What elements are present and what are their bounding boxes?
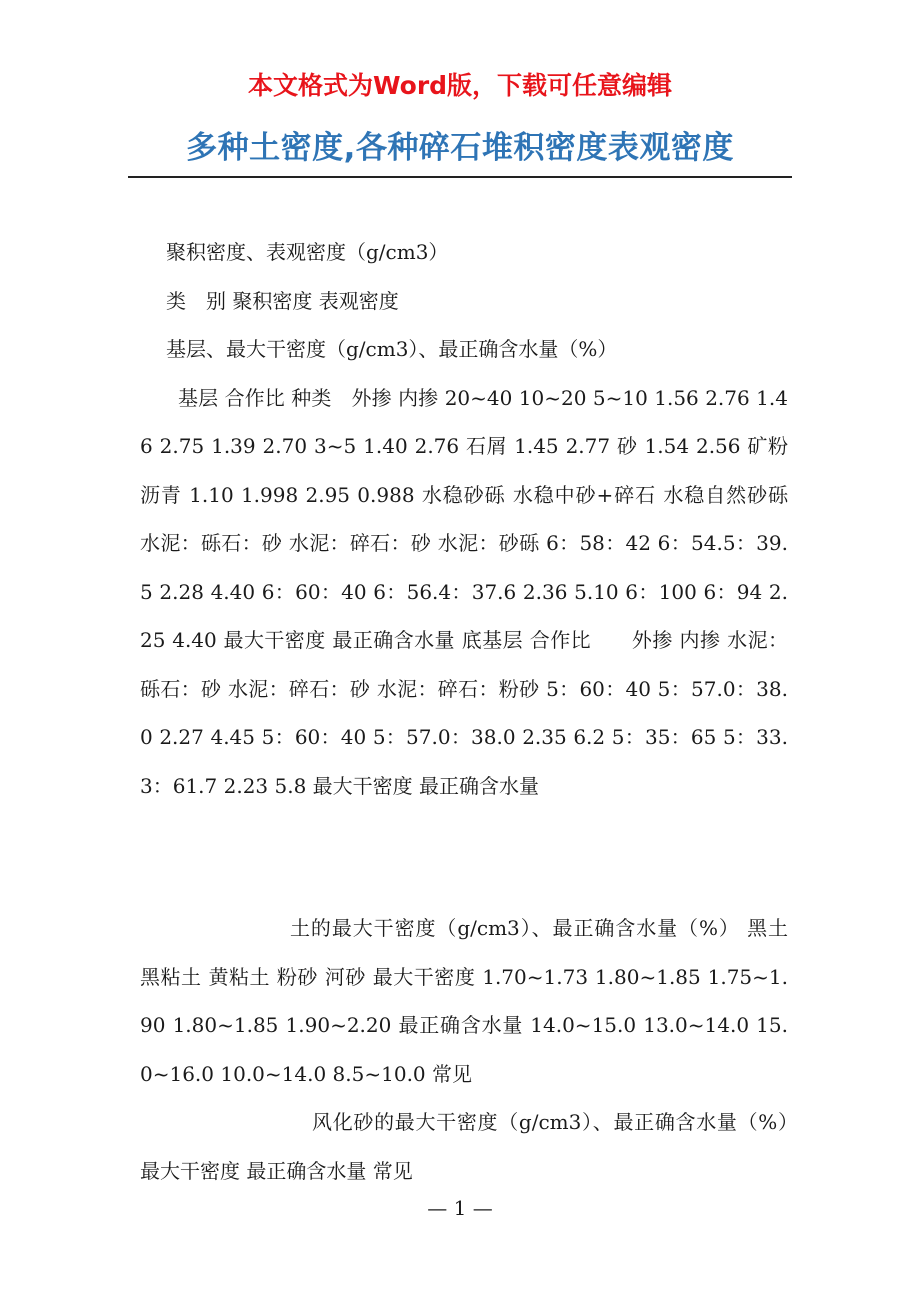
paragraph: 风化砂的最大干密度（g/cm3）、最正确含水量（%） 最大干密度 最正确含水量 常见 xyxy=(140,1110,808,1183)
paragraph: 类 别 聚积密度 表观密度 xyxy=(166,288,399,313)
paragraph: 聚积密度、表观密度（g/cm3） xyxy=(166,240,449,264)
paragraph: 基层、最大干密度（g/cm3）、最正确含水量（%） xyxy=(166,337,618,361)
paragraph: 基层 合作比 种类 外掺 内掺 20~40 10~20 5~10 1.56 2.76 1.46 2.75 1.39 2.70 3~5 1.40 2.76 石屑 1.45 2.77 砂 1.54 2.56 矿粉 沥青 1.10 1.998 2.95 0.988 水稳砂砾 水稳中砂+碎石 水稳自然砂砾 水泥：砾石：砂 水泥：碎石：砂 水泥：砂砾 6：58：42 6：54.5：39.5 2.28 4.40 6：60：40 6：56.4：37.6 2.36 5.10 6：100 6：94 2.25 4.40 最大干密度 最正确含水量 底基层 合作比 外掺 内掺 水泥：砾石：砂 水泥：碎石：砂 水泥：碎石：粉砂 5：60：40 5：57.0：38.0 2.27 4.45 5：60：40 5：57.0：38.0 2.35 6.2 5：35：65 5：33.3：61.7 2.23 5.8 最大干密度 最正确含水量 xyxy=(140,385,788,798)
section-soil-density xyxy=(140,904,808,1195)
section-density-tables xyxy=(140,228,788,810)
title-divider xyxy=(128,176,792,178)
document-title: 多种土密度,各种碎石堆积密度表观密度 xyxy=(186,130,734,166)
page-number: — 1 — xyxy=(427,1196,493,1220)
paragraph: 土的最大干密度（g/cm3）、最正确含水量（%） 黑土 黑粘土 黄粘土 粉砂 河砂 最大干密度 1.70~1.73 1.80~1.85 1.75~1.90 1.80~1.85 1.90~2.20 最正确含水量 14.0~15.0 13.0~14.0 15.0~16.0 10.0~14.0 8.5~10.0 常见 xyxy=(140,916,788,1086)
format-banner: 本文格式为Word版，下载可任意编辑 xyxy=(247,71,673,100)
